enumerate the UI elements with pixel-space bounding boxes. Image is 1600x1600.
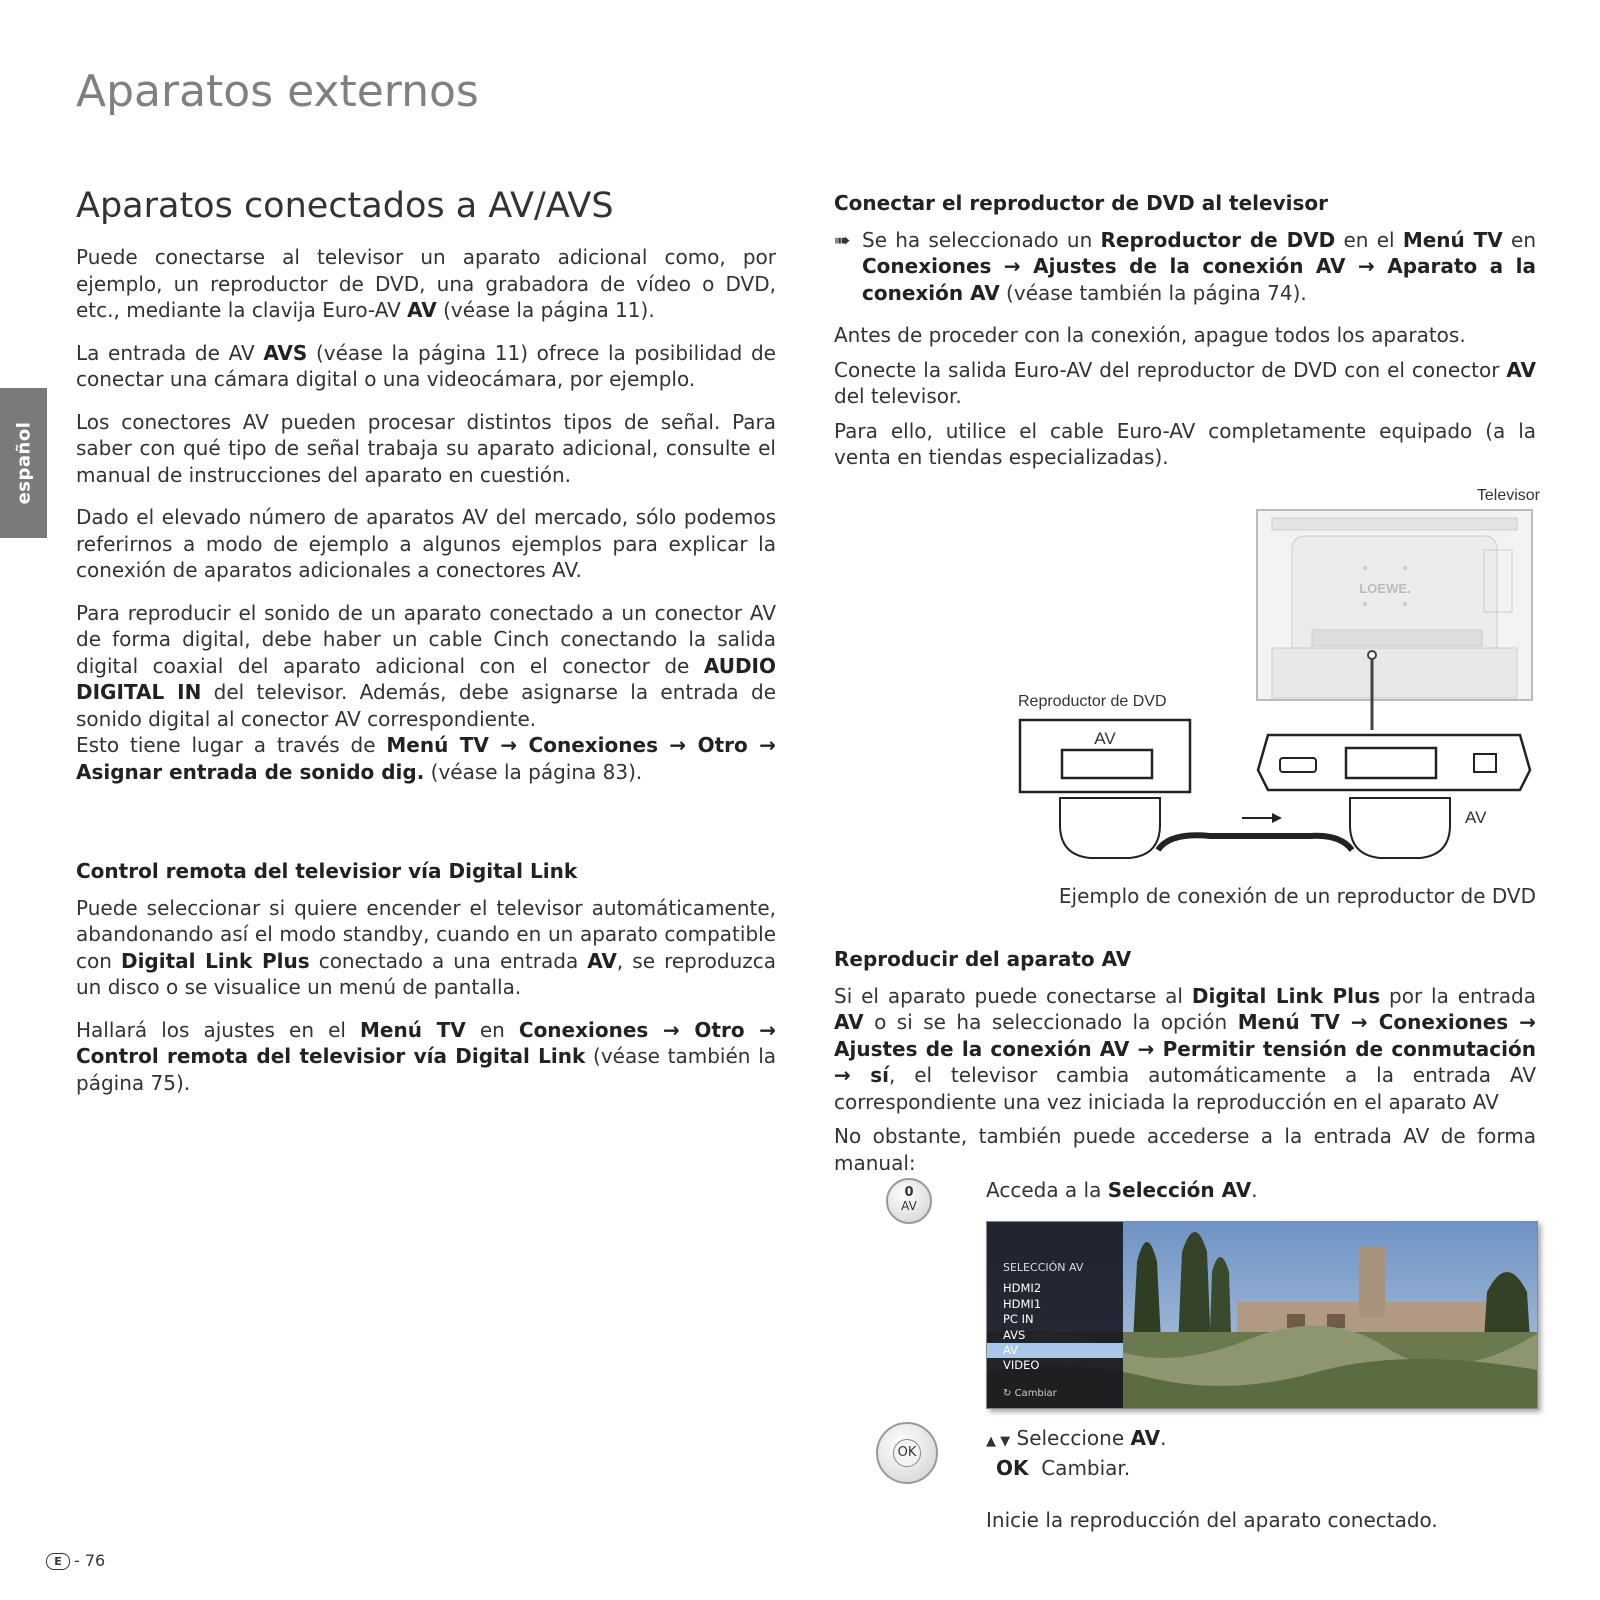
paragraph: Antes de proceder con la conexión, apague todos los aparatos.	[834, 323, 1466, 347]
tv-screenshot	[986, 1221, 1538, 1409]
subsection-heading: Control remota del televisior vía Digital Link	[76, 859, 578, 883]
tv-illustration	[1257, 510, 1532, 700]
tv-label: Televisor	[1476, 487, 1540, 504]
menu-title: SELECCIÓN AV	[1003, 1261, 1084, 1274]
menu-item-av[interactable]: AV	[987, 1343, 1123, 1358]
paragraph: Para ello, utilice el cable Euro-AV completamente equipado (a la venta en tiendas especializadas).	[834, 418, 1536, 469]
subsection-heading: Conectar el reproductor de DVD al televisor	[834, 191, 1328, 215]
scart-cable	[1060, 798, 1487, 858]
bullet-paragraph: ➠ Se ha seleccionado un Reproductor de DVD en el Menú TV en Conexiones → Ajustes de la conexión AV → Aparato a la conexión AV (véase también la página 74).	[834, 227, 1536, 305]
paragraph: Hallará los ajustes en el Menú TV en Conexiones → Otro → Control remota del televisior vía Digital Link (véase también la página 75).	[76, 1017, 777, 1095]
paragraph: Esto tiene lugar a través de Menú TV → Conexiones → Otro → Asignar entrada de sonido dig. (véase la página 83).	[76, 733, 776, 784]
av-selection-menu	[987, 1222, 1123, 1408]
left-column	[76, 244, 776, 801]
menu-item-avs[interactable]: AVS	[1003, 1327, 1026, 1342]
paragraph: Si el aparato puede conectarse al Digital Link Plus por la entrada AV o si se ha seleccionado la opción Menú TV → Conexiones → Ajustes de la conexión AV → Permitir tensión de conmutación → sí, el televisor cambia automáticamente a la entrada AV correspondiente una vez iniciada la reproducción en el aparato AV	[834, 983, 1536, 1114]
language-tab	[0, 388, 47, 538]
digital-link-section	[76, 858, 776, 1112]
paragraph: Puede conectarse al televisor un aparato adicional como, por ejemplo, un reproductor de DVD, una grabadora de vídeo o DVD, etc., mediante la clavija Euro-AV AV (véase la página 11).	[76, 245, 776, 322]
paragraph: Los conectores AV pueden procesar distintos tipos de señal. Para saber con qué tipo de señal trabaja su aparato adicional, consulte el manual de instrucciones del aparato en cuestión.	[76, 409, 776, 487]
av-remote-button-icon: 0 AV	[886, 1178, 932, 1224]
language-code-badge: E	[46, 1553, 70, 1570]
ok-navigation-button-icon: OK	[876, 1422, 938, 1484]
menu-item-video[interactable]: VIDEO	[1003, 1358, 1040, 1373]
playback-section	[834, 946, 1536, 1192]
up-down-arrows-icon: ▲ ▼	[986, 1434, 1011, 1449]
diagram-caption: Ejemplo de conexión de un reproductor de DVD	[1058, 884, 1536, 908]
section-heading: Aparatos conectados a AV/AVS	[76, 186, 614, 226]
language-tab-label: español	[13, 421, 34, 505]
right-column	[834, 190, 1536, 487]
dvd-player	[1020, 720, 1190, 792]
paragraph: Dado el elevado número de aparatos AV del mercado, sólo podemos referirnos a modo de ejemplo a algunos ejemplos para explicar la conexión de aparatos adicionales a conectores AV.	[76, 505, 776, 582]
dvd-label: Reproductor de DVD	[1018, 693, 1167, 710]
paragraph: Conecte la salida Euro-AV del reproductor de DVD con el conector AV del televisor.	[834, 357, 1536, 408]
menu-item-hdmi1[interactable]: HDMI1	[1003, 1296, 1042, 1311]
page-number: E - 76	[46, 1551, 105, 1570]
step-2-text: ▲ ▼ Seleccione AV. OK Cambiar.	[986, 1426, 1167, 1480]
arrow-bullet-icon: ➠	[834, 227, 851, 252]
final-instruction: Inicie la reproducción del aparato conectado.	[986, 1508, 1438, 1532]
dvd-av-label: AV	[1094, 729, 1116, 748]
cycle-icon: ↻	[1003, 1387, 1012, 1399]
brand-logo: LOEWE.	[1359, 581, 1411, 596]
connection-diagram	[1010, 480, 1550, 860]
paragraph: La entrada de AV AVS (véase la página 11) ofrece la posibilidad de conectar una cámara digital o una videocámara, por ejemplo.	[76, 340, 776, 391]
step-text: Acceda a la Selección AV.	[986, 1178, 1258, 1202]
menu-item-pc-in[interactable]: PC IN	[1003, 1312, 1034, 1327]
subsection-heading: Reproducir del aparato AV	[834, 947, 1132, 971]
tv-av-label: AV	[1465, 808, 1487, 827]
paragraph: Para reproducir el sonido de un aparato conectado a un conector AV de forma digital, debe haber un cable Cinch conectando la salida digital coaxial del aparato adicional con el conector de AUDIO DIGITAL IN del televisor. Además, debe asignarse la entrada de sonido digital al conector AV correspondiente.	[76, 600, 776, 731]
paragraph: No obstante, también puede accederse a la entrada AV de forma manual:	[834, 1124, 1536, 1175]
page-title: Aparatos externos	[76, 66, 479, 117]
tv-connector-panel	[1258, 735, 1530, 790]
paragraph: Puede seleccionar si quiere encender el televisor automáticamente, abandonando así el modo standby, cuando en un aparato compatible con Digital Link Plus conectado a una entrada AV, se reproduzca un disco o se visualice un menú de pantalla.	[76, 895, 777, 999]
menu-footer: ↻ Cambiar	[1003, 1387, 1057, 1399]
menu-item-hdmi2[interactable]: HDMI2	[1003, 1281, 1042, 1296]
